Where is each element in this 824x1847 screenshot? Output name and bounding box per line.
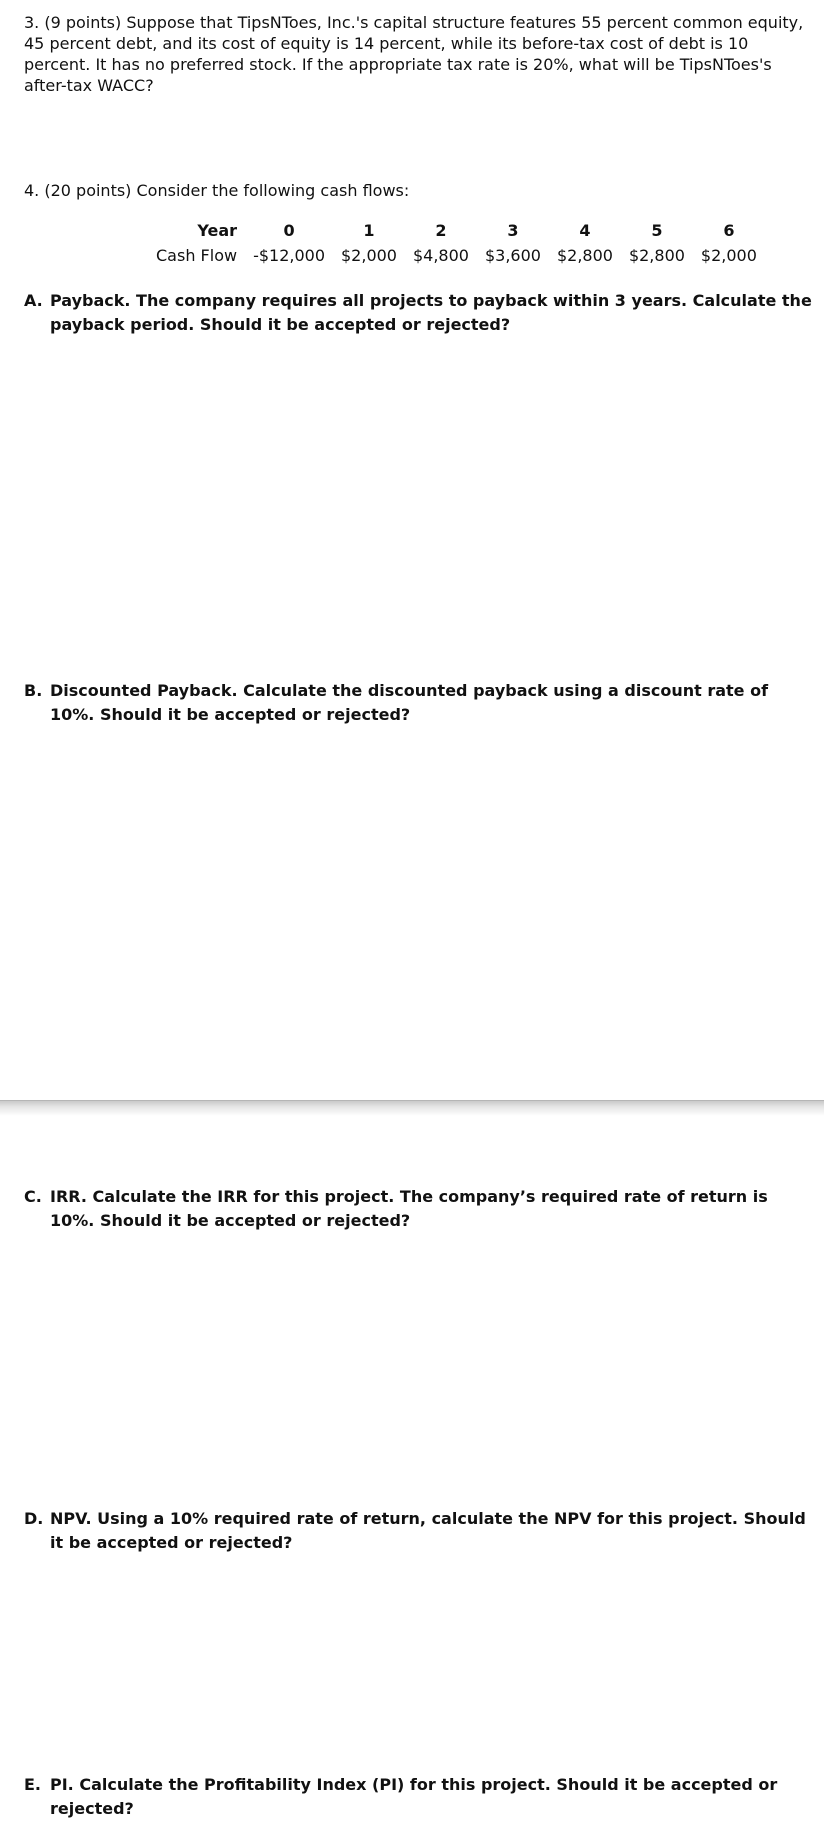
part-d-npv bbox=[24, 1507, 814, 1555]
part-letter: C. bbox=[24, 1187, 42, 1206]
part-text: Discounted Payback. Calculate the discounted payback using a discount rate of 10%. Should it be accepted or rejected? bbox=[50, 681, 769, 724]
cash-flow-header-row bbox=[148, 218, 765, 243]
year-cell: 5 bbox=[651, 221, 663, 240]
part-letter: D. bbox=[24, 1509, 44, 1528]
cash-flow-cell: $2,000 bbox=[341, 246, 397, 265]
year-cell: 0 bbox=[283, 221, 295, 240]
part-b-discounted-payback bbox=[24, 679, 814, 727]
part-c-irr bbox=[24, 1185, 814, 1233]
part-text: NPV. Using a 10% required rate of return, calculate the NPV for this project. Should it be accepted or rejected? bbox=[50, 1509, 806, 1552]
part-text: Payback. The company requires all projects to payback within 3 years. Calculate the payback period. Should it be accepted or rejected? bbox=[50, 291, 812, 334]
part-letter: B. bbox=[24, 681, 43, 700]
year-cell: 6 bbox=[723, 221, 735, 240]
page-break-divider bbox=[0, 1100, 824, 1116]
cash-flow-table bbox=[148, 218, 765, 268]
year-label: Year bbox=[197, 221, 238, 240]
question-4-intro: 4. (20 points) Consider the following cash flows: bbox=[24, 181, 410, 200]
cash-flow-values-row bbox=[148, 243, 765, 268]
cash-flow-cell: $2,800 bbox=[628, 246, 685, 265]
cash-flow-label: Cash Flow bbox=[156, 246, 238, 265]
part-text: PI. Calculate the Profitability Index (PI) for this project. Should it be accepted or rejected? bbox=[50, 1775, 778, 1818]
question-3-text: 3. (9 points) Suppose that TipsNToes, Inc.'s capital structure features 55 percent common equity, 45 percent debt, and its cost of equity is 14 percent, while its before-tax cost of debt is 10 percent. It has no preferred stock. If the appropriate tax rate is 20%, what will be TipsNToes's after-tax WACC? bbox=[24, 13, 804, 95]
cash-flow-cell: $3,600 bbox=[484, 246, 541, 265]
year-cell: 4 bbox=[579, 221, 591, 240]
year-cell: 2 bbox=[435, 221, 447, 240]
cash-flow-cell: $2,800 bbox=[556, 246, 613, 265]
cash-flow-cell: $2,000 bbox=[700, 246, 757, 265]
cash-flow-cell: $4,800 bbox=[412, 246, 469, 265]
part-a-payback bbox=[24, 289, 814, 337]
year-cell: 1 bbox=[363, 221, 375, 240]
part-e-pi bbox=[24, 1773, 814, 1821]
part-letter: A. bbox=[24, 291, 43, 310]
year-cell: 3 bbox=[507, 221, 519, 240]
part-text: IRR. Calculate the IRR for this project. The company’s required rate of return is 10%. Should it be accepted or rejected? bbox=[50, 1187, 768, 1230]
cash-flow-cell: -$12,000 bbox=[253, 246, 325, 265]
part-letter: E. bbox=[24, 1775, 42, 1794]
